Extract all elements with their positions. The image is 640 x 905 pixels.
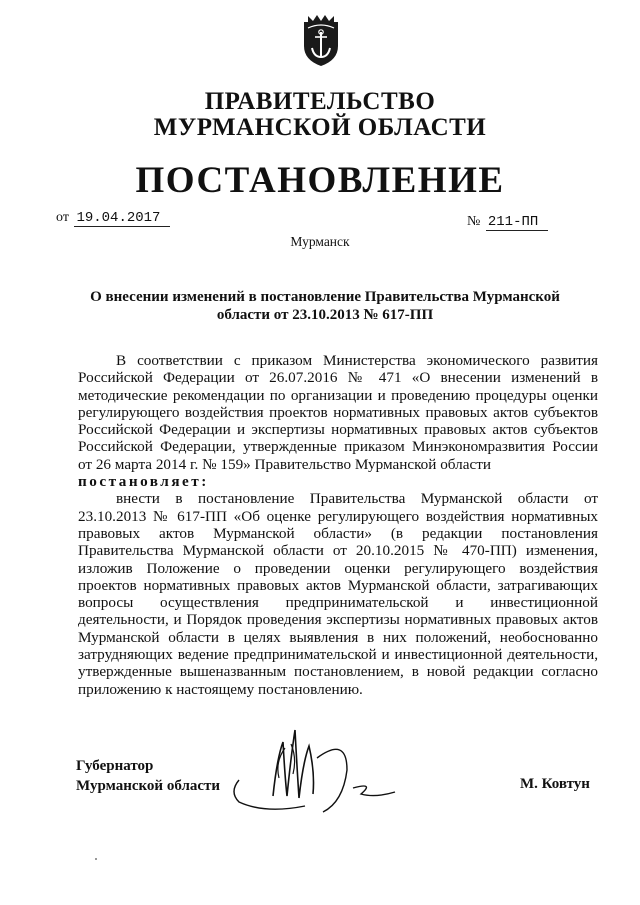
preamble-paragraph [78, 352, 598, 473]
decision-paragraph [78, 490, 598, 698]
signer-position [76, 756, 220, 796]
document-date: 19.04.2017 [74, 210, 170, 227]
preamble-text: В соответствии с приказом Министерства экономического развития Российской Федерации от 26.07.2016 № 471 «О внесении изменений в методические рекомендации по организации и проведению процедуры оценки регулирующего воздействия проектов нормативных правовых актов субъектов Российской Федерации и экспертизы нормативных правовых актов субъектов Российской Федерации, утвержденные приказом Минэкономразвития России от 26 марта 2014 г. № 159» Правительство Мурманской области [78, 352, 598, 473]
date-prefix: от [56, 210, 69, 225]
government-name-line2: МУРМАНСКОЙ ОБЛАСТИ [153, 114, 487, 141]
document-type-title: ПОСТАНОВЛЕНИЕ [135, 160, 505, 201]
document-body [78, 352, 598, 698]
document-number-line [467, 214, 548, 231]
document-subject: О внесении изменений в постановление Правительства Мурманской области от 23.10.2013 № 617-ПП [90, 289, 560, 323]
resolves-keyword: постановляет: [78, 473, 209, 491]
scan-speck [95, 858, 97, 860]
decision-text: внести в постановление Правительства Мурманской области от 23.10.2013 № 617-ПП «Об оценке регулирующего воздействия нормативных правовых актов Мурманской области» (в редакции постановления Правительства Мурманской области от 20.10.2015 № 470-ПП) изменения, изложив Положение о проведении оценки регулирующего воздействия проектов нормативных правовых актов Мурманской области, затрагивающих вопросы осуществления предпринимательской и инвестиционной деятельности, и Порядок проведения экспертизы нормативных правовых актов Мурманской области в целях выявления в них положений, необоснованно затрудняющих ведение предпринимательской и инвестиционной деятельности, утвержденные вышеназванным постановлением, в новой редакции согласно приложению к настоящему постановлению. [78, 490, 598, 698]
signer-position-line2: Мурманской области [76, 778, 221, 794]
document-number: 211-ПП [486, 214, 548, 231]
handwritten-signature [225, 718, 405, 828]
resolves-line [78, 473, 598, 490]
document-date-line [56, 210, 170, 227]
murmansk-coat-of-arms-icon [300, 12, 342, 68]
number-prefix: № [467, 214, 481, 229]
signer-name: М. Ковтун [520, 776, 590, 792]
document-city: Мурманск [290, 234, 350, 249]
government-name-line1: ПРАВИТЕЛЬСТВО [204, 88, 436, 115]
signer-position-line1: Губернатор [76, 758, 154, 774]
